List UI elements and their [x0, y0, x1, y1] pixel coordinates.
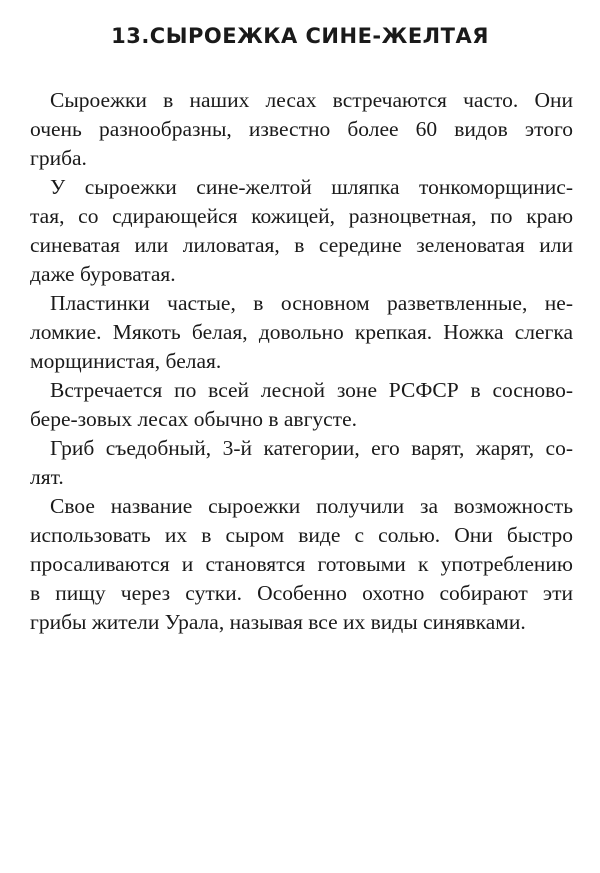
text-line: использовать их в сыром виде с солью. Они быстро [30, 523, 573, 547]
paragraph [30, 492, 573, 637]
text-line: лят. [30, 465, 64, 489]
text-line: в пищу через сутки. Особенно охотно собирают эти [30, 581, 573, 605]
text-line: даже буроватая. [30, 262, 176, 286]
text-line: тая, со сдирающейся кожицей, разноцветная, по краю [30, 204, 573, 228]
text-line: грибы жители Урала, называя все их виды синявками. [30, 610, 526, 634]
text-line: Встречается по всей лесной зоне РСФСР в сосново- [50, 378, 573, 402]
paragraph [30, 376, 573, 434]
paragraph [30, 86, 573, 173]
text-line: синеватая или лиловатая, в середине зеленоватая или [30, 233, 573, 257]
paragraph [30, 173, 573, 289]
page-title: 13.СЫРОЕЖКА СИНЕ-ЖЕЛТАЯ [111, 24, 489, 48]
text-line: ломкие. Мякоть белая, довольно крепкая. Ножка слегка [30, 320, 573, 344]
text-line: Гриб съедобный, 3-й категории, его варят, жарят, со- [50, 436, 573, 460]
paragraph [30, 289, 573, 376]
text-line: Свое название сыроежки получили за возможность [50, 494, 573, 518]
body-text [30, 86, 573, 637]
text-line: Пластинки частые, в основном разветвленные, не- [50, 291, 573, 315]
text-line: гриба. [30, 146, 87, 170]
text-line: просаливаются и становятся готовыми к употреблению [30, 552, 573, 576]
text-line: бере-зовых лесах обычно в августе. [30, 407, 357, 431]
paragraph [30, 434, 573, 492]
text-line: очень разнообразны, известно более 60 видов этого [30, 117, 573, 141]
text-line: Сыроежки в наших лесах встречаются часто. Они [50, 88, 573, 112]
text-line: У сыроежки сине-желтой шляпка тонкоморщинис- [50, 175, 573, 199]
text-line: морщинистая, белая. [30, 349, 222, 373]
